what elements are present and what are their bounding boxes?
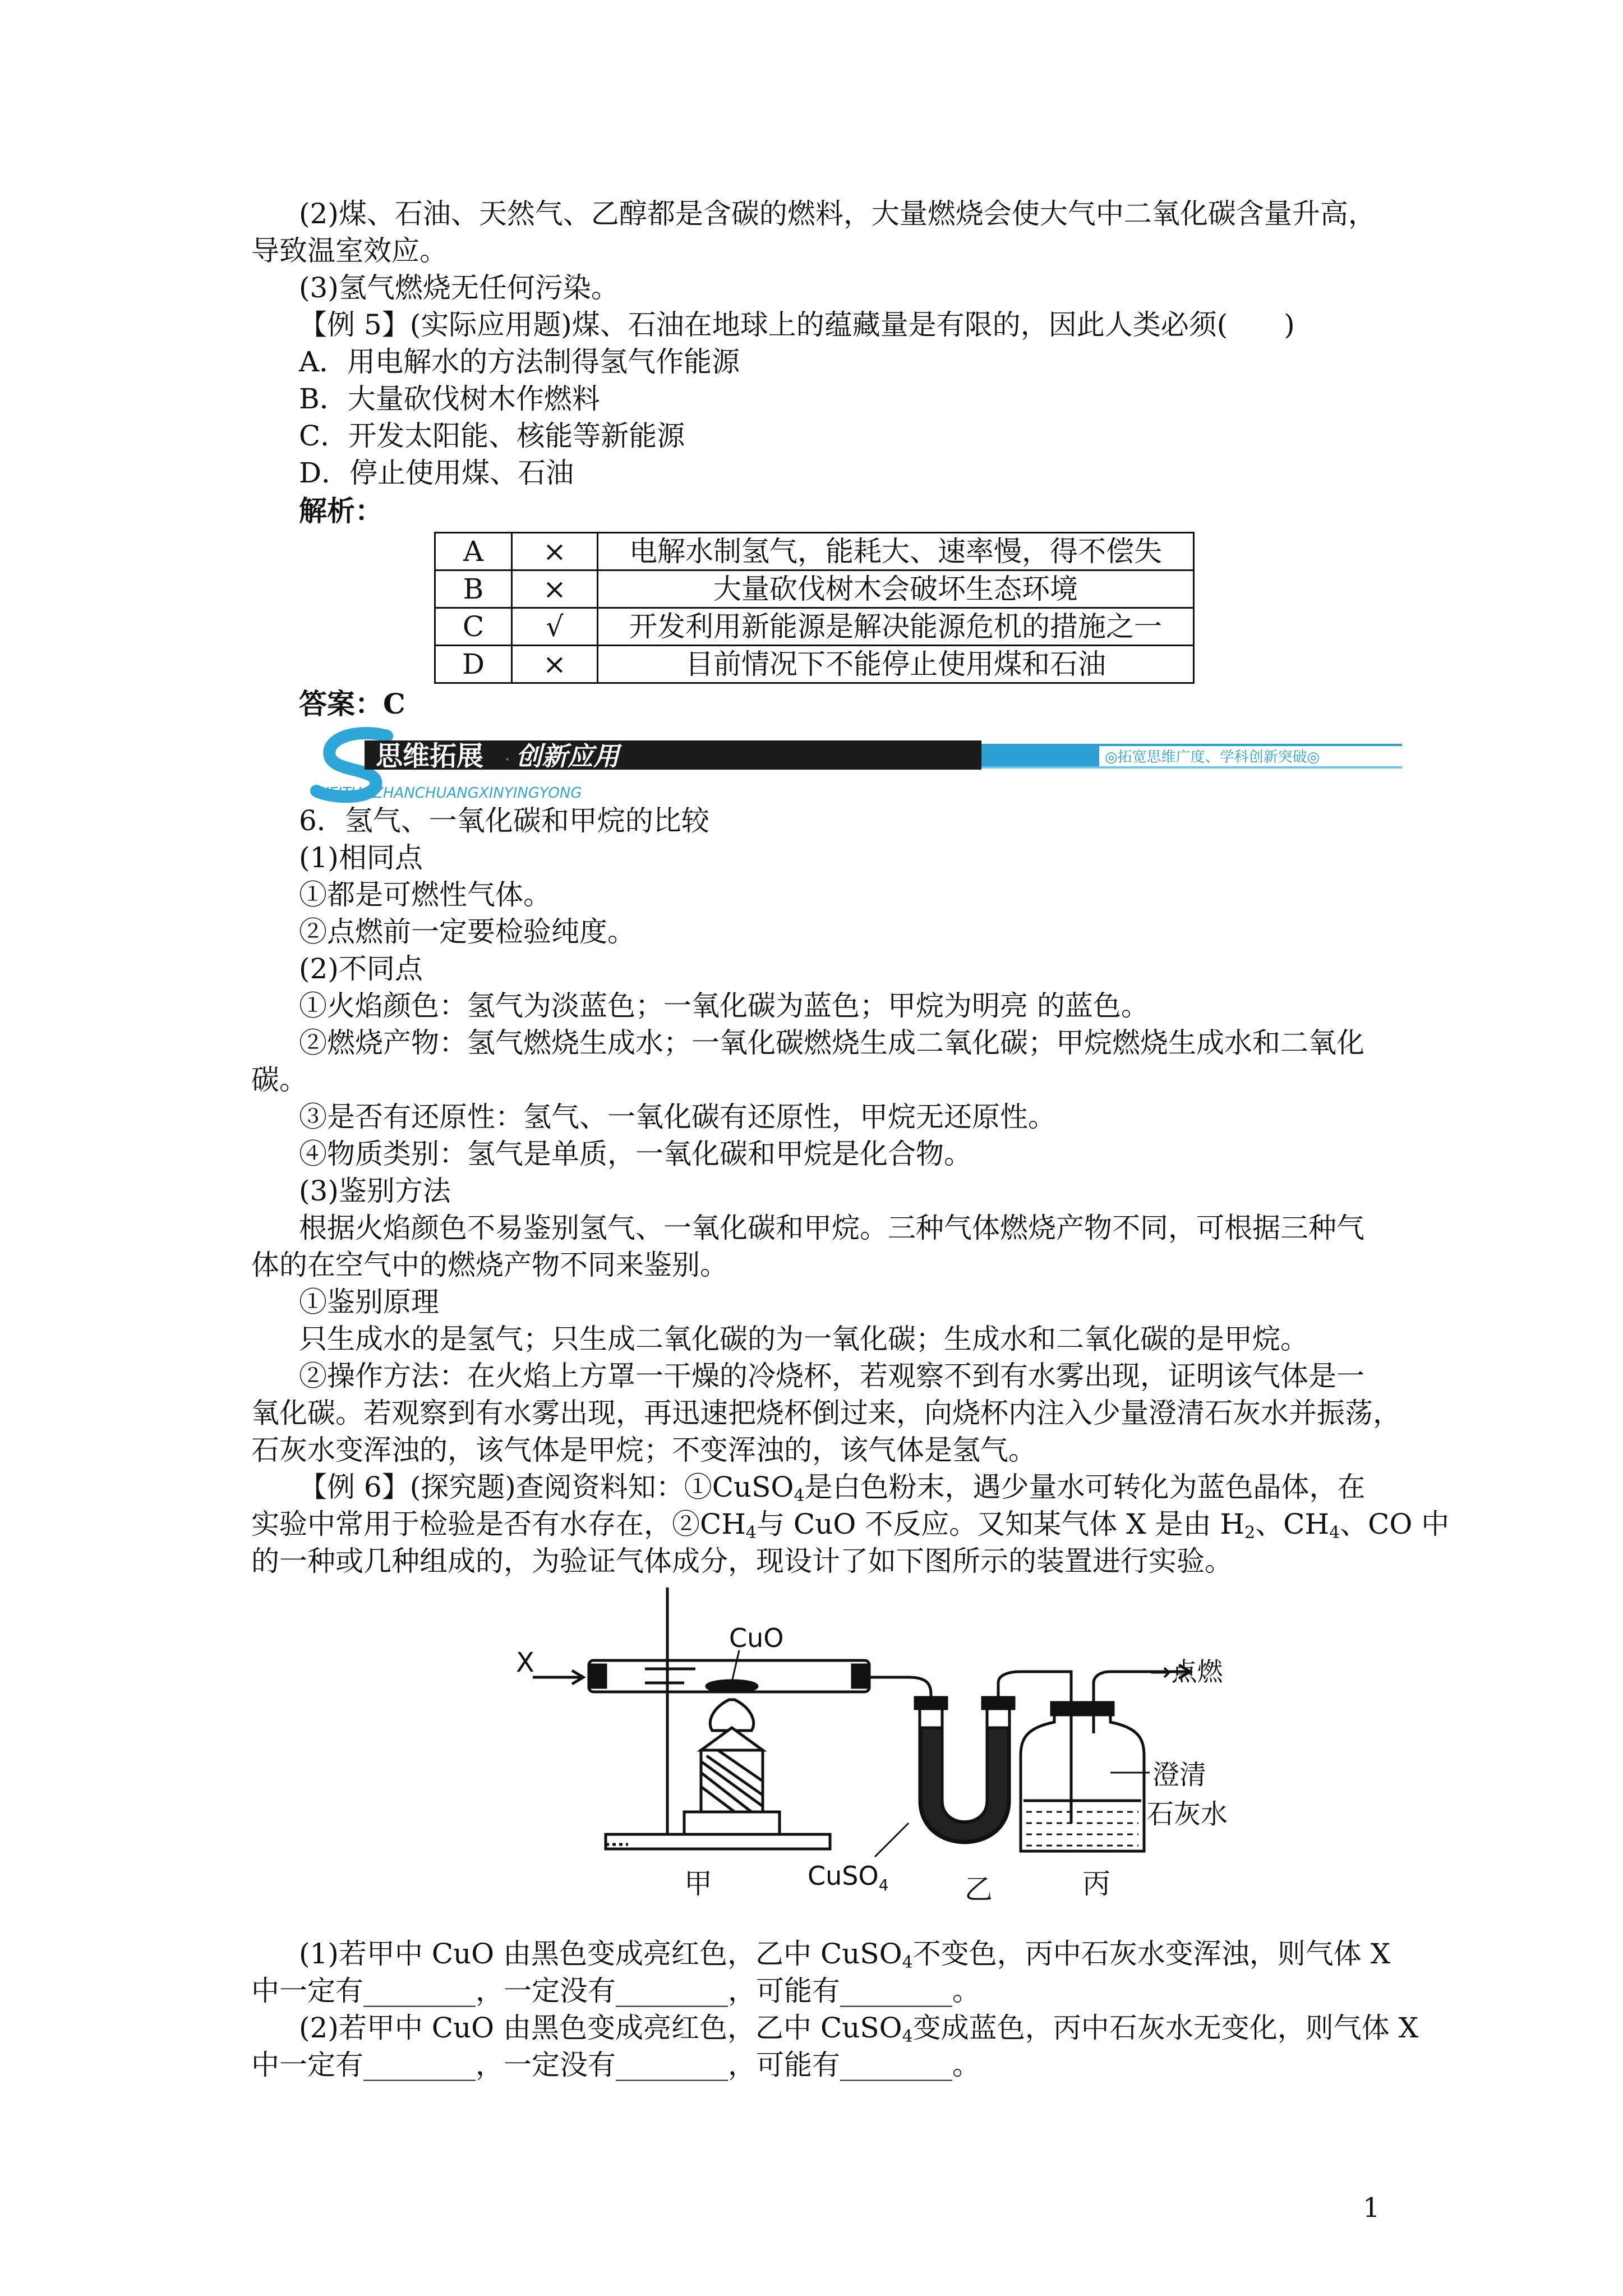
- flame: [710, 1700, 754, 1731]
- question-2-blanks: 中一定有________，一定没有________，可能有________。: [251, 2049, 980, 2081]
- table-cell: C: [435, 608, 512, 646]
- text-line: 石灰水变浑浊的，该气体是甲烷；不变浑浊的，该气体是氢气。: [251, 1434, 1036, 1466]
- analysis-table: [434, 532, 1195, 684]
- option-d: D．停止使用煤、石油: [299, 457, 574, 489]
- table-cell: 目前情况下不能停止使用煤和石油: [598, 646, 1194, 683]
- label-cuso4: CuSO$_4$: [808, 1861, 889, 1894]
- cuso4-packing: [921, 1728, 1008, 1841]
- text-line: 的一种或几种组成的，为验证气体成分，现设计了如下图所示的装置进行实验。: [251, 1545, 1233, 1577]
- lime-water-bottle: [1021, 1708, 1144, 1851]
- text-line: (1)相同点: [299, 841, 423, 874]
- analysis-label: 解析：: [299, 494, 383, 527]
- text-line: ④物质类别：氢气是单质，一氧化碳和甲烷是化合物。: [299, 1138, 972, 1170]
- option-b: B．大量砍伐树木作燃料: [299, 383, 600, 415]
- table-cell: √: [512, 608, 598, 646]
- text-line: 碳。: [251, 1064, 307, 1096]
- example-5-question: 【例 5】(实际应用题)煤、石油在地球上的蕴藏量是有限的，因此人类必须( ): [299, 309, 1295, 341]
- text-line: (3)氢气燃烧无任何污染。: [299, 272, 619, 304]
- text-line: ②操作方法：在火焰上方罩一干燥的冷烧杯，若观察不到有水雾出现，证明该气体是一: [299, 1360, 1364, 1392]
- text-line: ③是否有还原性：氢气、一氧化碳有还原性，甲烷无还原性。: [299, 1101, 1056, 1133]
- table-cell: ×: [512, 646, 598, 683]
- answer-line: 答案：C: [299, 687, 405, 720]
- banner-title: 思维拓展: [376, 740, 484, 772]
- question-2: (2)若甲中 CuO 由黑色变成亮红色，乙中 CuSO$_4$变成蓝色，丙中石灰水无变化，则气体 X: [299, 2012, 1419, 2046]
- outlet-tube: [1094, 1672, 1150, 1700]
- banner-slogan: ◎拓宽思维广度、学科创新突破◎: [1105, 749, 1320, 766]
- text-line: ①都是可燃性气体。: [299, 878, 551, 911]
- table-row: [435, 608, 1194, 646]
- lamp-top: [701, 1728, 763, 1750]
- text-line: 体的在空气中的燃烧产物不同来鉴别。: [251, 1249, 728, 1281]
- text-line: ①鉴别原理: [299, 1286, 439, 1318]
- text-line: ①火焰颜色：氢气为淡蓝色；一氧化碳为蓝色；甲烷为明亮 的蓝色。: [299, 990, 1149, 1022]
- table-cell: ×: [512, 570, 598, 608]
- option-a: A．用电解水的方法制得氢气作能源: [299, 346, 740, 378]
- cuo-powder: [707, 1681, 757, 1692]
- table-cell: A: [435, 533, 512, 570]
- svg-text:·: ·: [505, 750, 510, 770]
- banner-pinyin: WEITUOZHANCHUANGXINYINGYONG: [314, 785, 582, 802]
- table-row: [435, 570, 1194, 608]
- stand-base: [606, 1834, 830, 1849]
- option-c: C．开发太阳能、核能等新能源: [299, 420, 685, 452]
- label-bing: 丙: [1082, 1867, 1110, 1900]
- text-line: 氧化碳。若观察到有水雾出现，再迅速把烧杯倒过来，向烧杯内注入少量澄清石灰水并振荡，: [251, 1397, 1401, 1429]
- text-line: 6．氢气、一氧化碳和甲烷的比较: [299, 804, 709, 837]
- example-6-question: 【例 6】(探究题)查阅资料知：①CuSO$_4$是白色粉末，遇少量水可转化为蓝色晶体，在: [299, 1471, 1366, 1506]
- section-banner: [303, 727, 1402, 803]
- text-line: 导致温室效应。: [251, 234, 448, 267]
- text-line: 只生成水的是氢气；只生成二氧化碳的为一氧化碳；生成水和二氧化碳的是甲烷。: [299, 1323, 1308, 1355]
- table-row: [435, 533, 1194, 570]
- text-line: (3)鉴别方法: [299, 1175, 451, 1207]
- banner-subtitle: 创新应用: [516, 741, 619, 771]
- label-lime-2: 石灰水: [1147, 1798, 1228, 1830]
- table-cell: 开发利用新能源是解决能源危机的措施之一: [598, 608, 1194, 646]
- table-row: [435, 646, 1194, 683]
- text-line: 实验中常用于检验是否有水存在，$②CH_4$与 CuO 不反应。又知某气体 X 是由 $H_2$、$CH_4$、CO 中: [251, 1508, 1450, 1543]
- question-1: (1)若甲中 CuO 由黑色变成亮红色，乙中 CuSO$_4$不变色，丙中石灰水变浑浊，则气体 X: [299, 1938, 1391, 1972]
- text-line: ②点燃前一定要检验纯度。: [299, 915, 635, 948]
- table-cell: D: [435, 646, 512, 683]
- table-cell: B: [435, 570, 512, 608]
- text-line: (2)煤、石油、天然气、乙醇都是含碳的燃料，大量燃烧会使大气中二氧化碳含量升高，: [299, 197, 1376, 230]
- label-ignite: →点燃: [1150, 1657, 1223, 1687]
- label-cuo: CuO: [729, 1623, 784, 1653]
- label-lime-1: 澄清: [1152, 1759, 1207, 1791]
- label-yi: 乙: [965, 1873, 993, 1902]
- apparatus-figure: [516, 1588, 1245, 1902]
- label-x: X: [516, 1647, 534, 1678]
- text-line: 根据火焰颜色不易鉴别氢气、一氧化碳和甲烷。三种气体燃烧产物不同，可根据三种气: [299, 1212, 1364, 1244]
- table-cell: 大量砍伐树木会破坏生态环境: [598, 570, 1194, 608]
- table-cell: 电解水制氢气，能耗大、速率慢，得不偿失: [598, 533, 1194, 570]
- question-1-blanks: 中一定有________，一定没有________，可能有________。: [251, 1975, 980, 2007]
- text-line: ②燃烧产物：氢气燃烧生成水；一氧化碳燃烧生成二氧化碳；甲烷燃烧生成水和二氧化: [299, 1027, 1364, 1059]
- text-line: (2)不同点: [299, 953, 423, 985]
- label-jia: 甲: [684, 1867, 712, 1900]
- page-number: 1: [1363, 2192, 1380, 2224]
- table-cell: ×: [512, 533, 598, 570]
